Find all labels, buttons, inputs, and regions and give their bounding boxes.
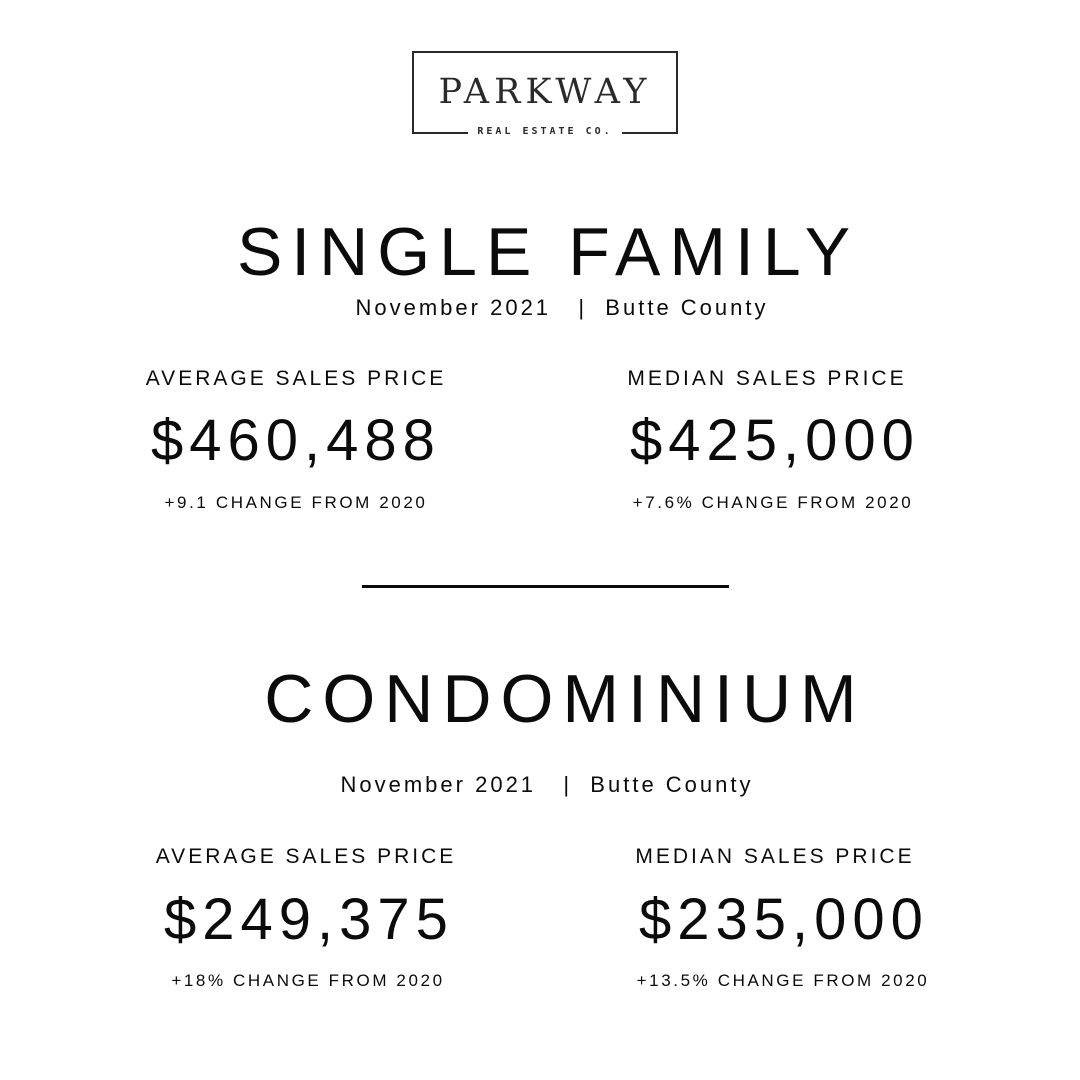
condominium-median-label: MEDIAN SALES PRICE [635,845,915,868]
condominium-median-change: +13.5% CHANGE FROM 2020 [636,971,930,990]
single-family-average-label: AVERAGE SALES PRICE [145,367,447,390]
single-family-median-value: $425,000 [630,408,920,473]
condominium-title: CONDOMINIUM [264,661,866,737]
logo-name: PARKWAY [438,72,652,112]
condominium-average-change: +18% CHANGE FROM 2020 [171,971,445,990]
logo-tagline-wrap [412,121,678,143]
section-divider [362,585,729,588]
condominium-average-label: AVERAGE SALES PRICE [155,845,457,868]
single-family-subtitle: November 2021 | Butte County [355,295,769,320]
logo-tagline: REAL ESTATE CO. [468,125,621,139]
single-family-average-change: +9.1 CHANGE FROM 2020 [164,493,428,512]
single-family-median-change: +7.6% CHANGE FROM 2020 [632,493,914,512]
single-family-title: SINGLE FAMILY [236,214,860,290]
single-family-median-label: MEDIAN SALES PRICE [627,367,907,390]
single-family-average-value: $460,488 [151,408,441,473]
condominium-average-value: $249,375 [164,887,454,952]
condominium-subtitle: November 2021 | Butte County [340,772,754,797]
condominium-median-value: $235,000 [639,887,929,952]
